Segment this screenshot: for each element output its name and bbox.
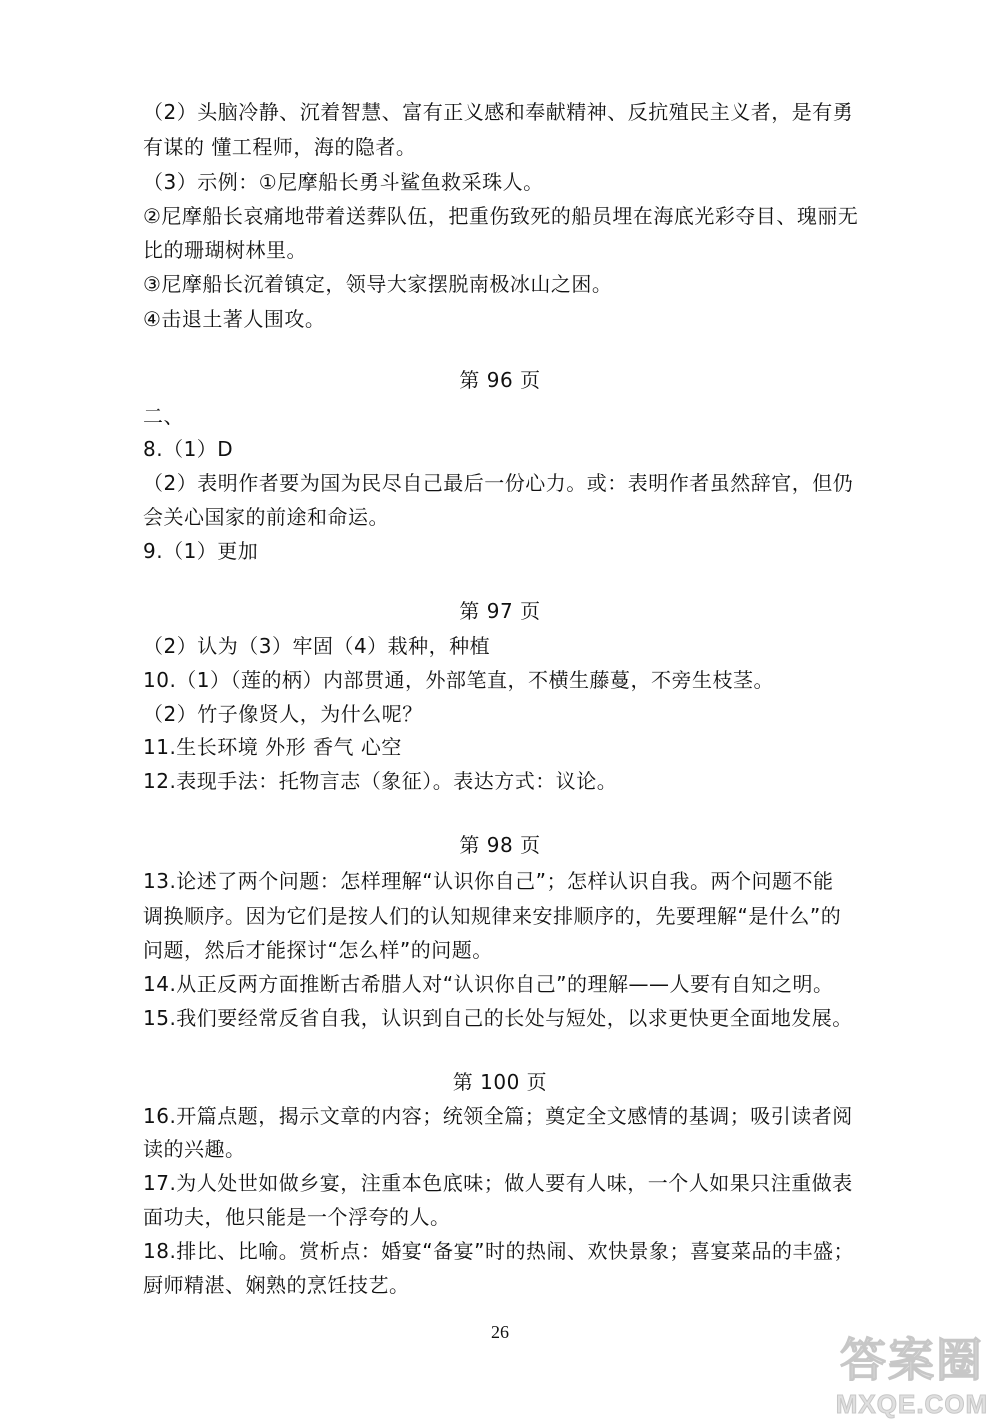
text-line: 9.（1）更加 (143, 539, 259, 563)
text-line: 18.排比、比喻。赏析点：婚宴“备宴”时的热闹、欢快景象；喜宴菜品的丰盛； (143, 1239, 855, 1263)
section-heading: 第 97 页 (459, 599, 541, 623)
section-heading: 第 98 页 (459, 833, 541, 857)
text-line: （3）示例：①尼摩船长勇斗鲨鱼救采珠人。 (143, 170, 544, 194)
text-line: 问题，然后才能探讨“怎么样”的问题。 (143, 938, 493, 962)
text-line: （2）竹子像贤人，为什么呢？ (143, 702, 423, 726)
text-line: ③尼摩船长沉着镇定，领导大家摆脱南极冰山之困。 (143, 272, 613, 296)
text-line: 面功夫，他只能是一个浮夸的人。 (143, 1205, 451, 1229)
section-heading: 第 96 页 (459, 368, 541, 392)
watermark-domain: MXQE.COM (835, 1389, 989, 1419)
text-line: （2）表明作者要为国为民尽自己最后一份心力。或：表明作者虽然辞官，但仍 (143, 471, 854, 495)
text-line: 会关心国家的前途和命运。 (143, 505, 389, 529)
text-line: ④击退土著人围攻。 (143, 307, 326, 331)
text-line: 读的兴趣。 (143, 1137, 246, 1161)
text-line: 14.从正反两方面推断古希腊人对“认识你自己”的理解——人要有自知之明。 (143, 972, 834, 996)
text-line: 17.为人处世如做乡宴，注重本色底味；做人要有人味，一个人如果只注重做表 (143, 1171, 853, 1195)
text-line: 10.（1）（莲的柄）内部贯通，外部笔直，不横生藤蔓，不旁生枝茎。 (143, 668, 775, 692)
text-line: 12.表现手法：托物言志（象征）。表达方式：议论。 (143, 769, 618, 793)
text-line: （2）头脑冷静、沉着智慧、富有正义感和奉献精神、反抗殖民主义者，是有勇 (143, 100, 854, 124)
text-line: 调换顺序。因为它们是按人们的认知规律来安排顺序的，先要理解“是什么”的 (143, 904, 842, 928)
section-heading: 第 100 页 (452, 1070, 548, 1094)
watermark-logo (832, 1332, 992, 1422)
text-line: 有谋的 懂工程师，海的隐者。 (143, 135, 417, 159)
text-line: 8.（1）D (143, 437, 234, 461)
text-line: 二、 (143, 404, 184, 428)
text-line: 15.我们要经常反省自我，认识到自己的长处与短处，以求更快更全面地发展。 (143, 1006, 853, 1030)
text-line: 16.开篇点题，揭示文章的内容；统领全篇；奠定全文感情的基调；吸引读者阅 (143, 1104, 853, 1128)
text-line: 厨师精湛、娴熟的烹饪技艺。 (143, 1273, 410, 1297)
text-line: ②尼摩船长哀痛地带着送葬队伍，把重伤致死的船员埋在海底光彩夺目、瑰丽无 (143, 204, 859, 228)
text-line: 13.论述了两个问题：怎样理解“认识你自己”；怎样认识自我。两个问题不能 (143, 869, 834, 893)
text-line: 11.生长环境 外形 香气 心空 (143, 735, 402, 759)
text-line: 比的珊瑚树林里。 (143, 238, 307, 262)
text-line: （2）认为（3）牢固（4）栽种，种植 (143, 634, 491, 658)
watermark-text: 答案圈 (840, 1333, 984, 1387)
page-number: 26 (491, 1322, 509, 1342)
